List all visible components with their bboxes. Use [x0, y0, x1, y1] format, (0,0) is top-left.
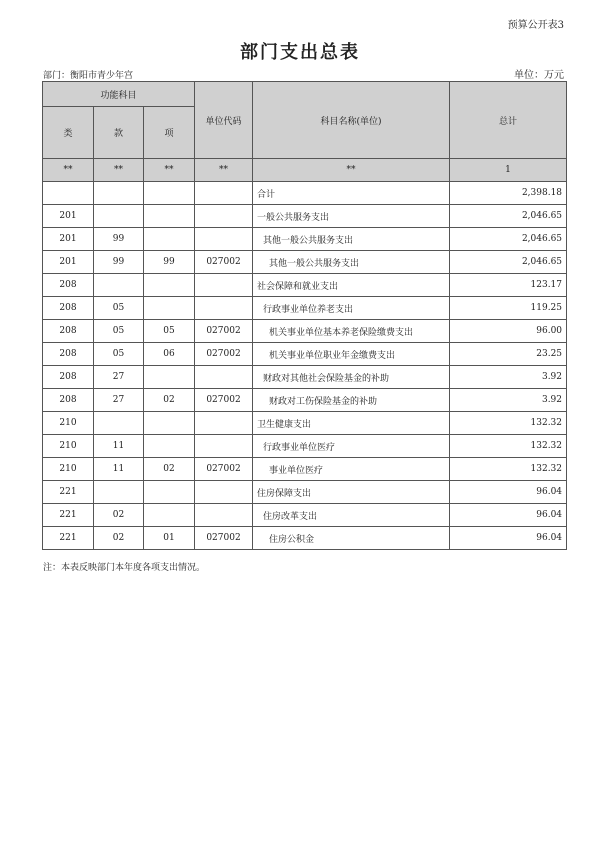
header-subject-name: 科目名称(单位)	[253, 82, 450, 159]
subject-name-cell: 卫生健康支出	[253, 412, 450, 435]
table-row	[43, 343, 567, 366]
xiang-cell	[144, 182, 195, 205]
table-row	[43, 458, 567, 481]
subject-name-cell: 住房保障支出	[253, 481, 450, 504]
lei-cell: 221	[43, 504, 94, 527]
marker-cell: **	[94, 159, 144, 182]
xiang-cell	[144, 504, 195, 527]
subject-name-cell: 住房改革支出	[253, 504, 450, 527]
kuan-cell: 05	[94, 343, 144, 366]
total-cell: 132.32	[450, 458, 567, 481]
xiang-cell	[144, 412, 195, 435]
unit-code-cell: 027002	[195, 320, 253, 343]
kuan-cell	[94, 274, 144, 297]
total-cell: 2,398.18	[450, 182, 567, 205]
subject-name-cell: 财政对其他社会保险基金的补助	[253, 366, 450, 389]
lei-cell	[43, 182, 94, 205]
table-row	[43, 251, 567, 274]
total-cell: 2,046.65	[450, 228, 567, 251]
subject-name-cell: 财政对工伤保险基金的补助	[253, 389, 450, 412]
kuan-cell	[94, 182, 144, 205]
table-row	[43, 504, 567, 527]
table-row	[43, 366, 567, 389]
lei-cell: 208	[43, 274, 94, 297]
unit-code-cell	[195, 297, 253, 320]
marker-cell: **	[144, 159, 195, 182]
subject-name-cell: 一般公共服务支出	[253, 205, 450, 228]
table-row	[43, 297, 567, 320]
kuan-cell: 27	[94, 389, 144, 412]
xiang-cell: 06	[144, 343, 195, 366]
unit-code-cell	[195, 182, 253, 205]
lei-cell: 208	[43, 366, 94, 389]
header-total: 总计	[450, 82, 567, 159]
header-unit-code: 单位代码	[195, 82, 253, 159]
xiang-cell: 99	[144, 251, 195, 274]
unit-code-cell	[195, 481, 253, 504]
marker-cell: **	[195, 159, 253, 182]
table-row	[43, 435, 567, 458]
total-cell: 2,046.65	[450, 205, 567, 228]
table-row	[43, 205, 567, 228]
xiang-cell	[144, 481, 195, 504]
lei-cell: 210	[43, 458, 94, 481]
subject-name-cell: 住房公积金	[253, 527, 450, 550]
unit-code-cell: 027002	[195, 343, 253, 366]
subject-name-cell: 行政事业单位医疗	[253, 435, 450, 458]
total-cell: 96.04	[450, 527, 567, 550]
total-cell: 123.17	[450, 274, 567, 297]
unit-code-cell: 027002	[195, 389, 253, 412]
unit-code-cell	[195, 228, 253, 251]
total-cell: 96.04	[450, 481, 567, 504]
kuan-cell: 11	[94, 458, 144, 481]
unit-code-cell	[195, 274, 253, 297]
subject-name-cell: 社会保障和就业支出	[253, 274, 450, 297]
page-title: 部门支出总表	[240, 42, 360, 63]
lei-cell: 208	[43, 320, 94, 343]
kuan-cell	[94, 412, 144, 435]
table-row	[43, 481, 567, 504]
total-cell: 119.25	[450, 297, 567, 320]
kuan-cell: 99	[94, 251, 144, 274]
xiang-cell	[144, 297, 195, 320]
header-kuan: 款	[94, 107, 144, 159]
table-row	[43, 412, 567, 435]
total-cell: 3.92	[450, 389, 567, 412]
header-func-subject: 功能科目	[43, 82, 195, 107]
total-cell: 23.25	[450, 343, 567, 366]
subject-name-cell: 机关事业单位职业年金缴费支出	[253, 343, 450, 366]
xiang-cell: 02	[144, 458, 195, 481]
kuan-cell: 02	[94, 527, 144, 550]
table-row	[43, 274, 567, 297]
xiang-cell	[144, 274, 195, 297]
total-cell: 132.32	[450, 412, 567, 435]
form-number: 预算公开表3	[507, 20, 564, 31]
lei-cell: 210	[43, 412, 94, 435]
marker-cell: 1	[450, 159, 567, 182]
lei-cell: 201	[43, 205, 94, 228]
subject-name-cell: 事业单位医疗	[253, 458, 450, 481]
subject-name-cell: 合计	[253, 182, 450, 205]
total-cell: 2,046.65	[450, 251, 567, 274]
subject-name-cell: 行政事业单位养老支出	[253, 297, 450, 320]
unit-code-cell: 027002	[195, 251, 253, 274]
total-cell: 96.00	[450, 320, 567, 343]
lei-cell: 208	[43, 297, 94, 320]
kuan-cell: 05	[94, 297, 144, 320]
unit-code-cell	[195, 412, 253, 435]
total-cell: 132.32	[450, 435, 567, 458]
footnote: 注：本表反映部门本年度各项支出情况。	[43, 563, 206, 573]
kuan-cell: 05	[94, 320, 144, 343]
unit-code-cell: 027002	[195, 527, 253, 550]
marker-cell: **	[253, 159, 450, 182]
table-row	[43, 228, 567, 251]
xiang-cell	[144, 228, 195, 251]
marker-cell: **	[43, 159, 94, 182]
header-xiang: 项	[144, 107, 195, 159]
header-lei: 类	[43, 107, 94, 159]
kuan-cell: 02	[94, 504, 144, 527]
subject-name-cell: 其他一般公共服务支出	[253, 228, 450, 251]
xiang-cell: 01	[144, 527, 195, 550]
unit-code-cell	[195, 205, 253, 228]
lei-cell: 208	[43, 343, 94, 366]
table-row	[43, 527, 567, 550]
xiang-cell: 05	[144, 320, 195, 343]
unit-code-cell	[195, 435, 253, 458]
kuan-cell: 11	[94, 435, 144, 458]
kuan-cell	[94, 481, 144, 504]
subject-name-cell: 其他一般公共服务支出	[253, 251, 450, 274]
kuan-cell: 27	[94, 366, 144, 389]
xiang-cell: 02	[144, 389, 195, 412]
table-row	[43, 320, 567, 343]
xiang-cell	[144, 435, 195, 458]
lei-cell: 201	[43, 228, 94, 251]
xiang-cell	[144, 366, 195, 389]
kuan-cell: 99	[94, 228, 144, 251]
lei-cell: 210	[43, 435, 94, 458]
expenditure-table	[42, 81, 567, 550]
lei-cell: 201	[43, 251, 94, 274]
unit-label: 单位：万元	[514, 70, 564, 81]
lei-cell: 221	[43, 527, 94, 550]
unit-code-cell: 027002	[195, 458, 253, 481]
unit-code-cell	[195, 504, 253, 527]
department-label: 部门：衡阳市青少年宫	[43, 71, 134, 81]
total-cell: 3.92	[450, 366, 567, 389]
total-cell: 96.04	[450, 504, 567, 527]
xiang-cell	[144, 205, 195, 228]
subject-name-cell: 机关事业单位基本养老保险缴费支出	[253, 320, 450, 343]
lei-cell: 208	[43, 389, 94, 412]
table-row	[43, 182, 567, 205]
unit-code-cell	[195, 366, 253, 389]
table-body	[43, 182, 567, 550]
lei-cell: 221	[43, 481, 94, 504]
table-row	[43, 389, 567, 412]
kuan-cell	[94, 205, 144, 228]
